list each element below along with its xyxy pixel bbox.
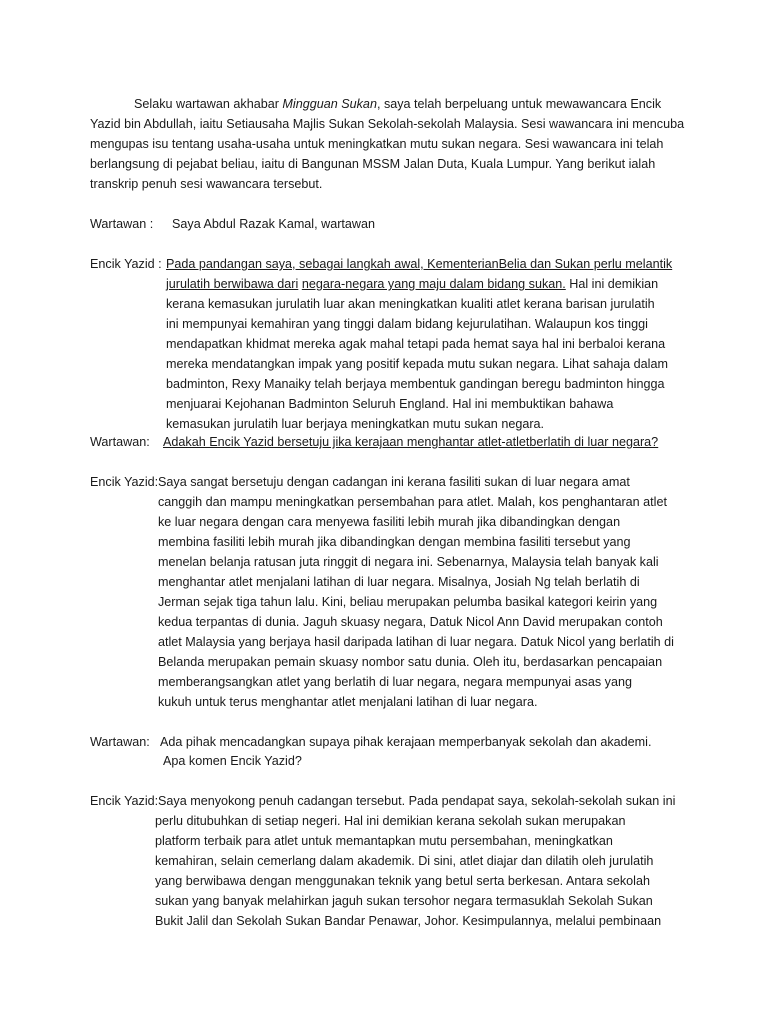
yazid-2-line-3: ke luar negara dengan cara menyewa fasiliti lebih murah jika dibandingkan dengan [158,515,621,529]
yazid-1-line-1: Pada pandangan saya, sebagai langkah awal, KementerianBelia dan Sukan perlu melantik [166,257,673,271]
yazid-3-line-1: Saya menyokong penuh cadangan tersebut. Pada pendapat saya, sekolah-sekolah sukan ini [158,794,676,808]
yazid-1-line-2 [166,276,658,292]
yazid-2-line-5: menelan belanja ratusan juta ringgit di negara ini. Sebenarnya, Malaysia telah banyak kali [158,555,659,569]
yazid-2-line-2: canggih dan mampu meningkatkan persembahan para atlet. Malah, kos penghantaran atlet [158,495,667,509]
yazid-2-line-11: memberangsangkan atlet yang berlatih di luar negara, negara mempunyai asas yang [158,675,632,689]
speaker-yazid-1: Encik Yazid : [90,257,162,271]
intro-line-5: transkrip penuh sesi wawancara tersebut. [90,177,323,191]
speaker-yazid-2: Encik Yazid: [90,475,159,489]
yazid-1-line-3: kerana kemasukan jurulatih luar akan meningkatkan kualiti atlet kerana barisan jurulatih [166,297,655,311]
intro-line-1 [134,96,661,112]
wartawan-3-line-2: Apa komen Encik Yazid? [163,754,302,768]
yazid-1-line-6: mereka mendatangkan impak yang positif kepada mutu sukan negara. Lihat sahaja dalam [166,357,668,371]
yazid-1-line-8: menjuarai Kejohanan Badminton Seluruh England. Hal ini membuktikan bahawa [166,397,614,411]
speaker-wartawan-1: Wartawan : [90,217,154,231]
yazid-3-line-7: Bukit Jalil dan Sekolah Sukan Bandar Penawar, Johor. Kesimpulannya, melalui pembinaan [155,914,662,928]
yazid-1-line-2-underline-b: negara-negara yang maju dalam bidang sukan. [301,277,566,291]
intro-line-1-b: , saya telah berpeluang untuk mewawancara Encik [376,97,662,111]
yazid-3-line-2: perlu ditubuhkan di setiap negeri. Hal ini demikian kerana sekolah sukan merupakan [155,814,626,828]
intro-line-1-a: Selaku wartawan akhabar [134,97,283,111]
intro-line-4: berlangsung di pejabat beliau, iaitu di Bangunan MSSM Jalan Duta, Kuala Lumpur. Yang berikut ialah [90,157,656,171]
yazid-2-line-9: atlet Malaysia yang berjaya hasil daripada latihan di luar negara. Datuk Nicol yang berlatih di [158,635,674,649]
wartawan-intro-text: Saya Abdul Razak Kamal, wartawan [172,217,376,231]
yazid-2-line-1: Saya sangat bersetuju dengan cadangan ini kerana fasiliti sukan di luar negara amat [158,475,630,489]
yazid-1-line-2-rest: Hal ini demikian [565,277,659,291]
yazid-1-line-7: badminton, Rexy Manaiky telah berjaya membentuk gandingan beregu badminton hingga [166,377,665,391]
yazid-2-line-4: membina fasiliti lebih murah jika dibandingkan dengan membina fasiliti tersebut yang [158,535,631,549]
yazid-3-line-6: sukan yang banyak melahirkan jaguh sukan tersohor negara termasuklah Sekolah Sukan [155,894,653,908]
yazid-1-line-9: kemasukan jurulatih luar berjaya meningkatkan mutu sukan negara. [166,417,545,431]
intro-line-2: Yazid bin Abdullah, iaitu Setiausaha Majlis Sukan Sekolah-sekolah Malaysia. Sesi wawancara ini mencuba [90,117,685,131]
intro-line-3: mengupas isu tentang usaha-usaha untuk meningkatkan mutu sukan negara. Sesi wawancara ini telah [90,137,664,151]
speaker-yazid-3: Encik Yazid: [90,794,159,808]
yazid-1-line-5: mendapatkan khidmat mereka agak mahal tetapi pada hemat saya hal ini berbaloi kerana [166,337,666,351]
yazid-2-line-10: Belanda merupakan pemain skuasy nombor satu dunia. Oleh itu, berdasarkan pencapaian [158,655,663,669]
yazid-3-line-5: yang berwibawa dengan menggunakan teknik yang betul serta berkesan. Antara sekolah [155,874,650,888]
yazid-2-line-6: menghantar atlet menjalani latihan di luar negara. Misalnya, Josiah Ng telah berlatih di [158,575,640,589]
newspaper-name: Mingguan Sukan [282,97,377,111]
yazid-2-line-8: kedua terpantas di dunia. Jaguh skuasy negara, Datuk Nicol Ann David merupakan contoh [158,615,663,629]
yazid-1-line-2-underline-a: jurulatih berwibawa dari [166,277,299,291]
yazid-3-line-3: platform terbaik para atlet untuk memantapkan mutu persembahan, meningkatkan [155,834,613,848]
yazid-2-line-7: Jerman sejak tiga tahun lalu. Kini, beliau merupakan pelumba basikal kategori keirin yang [158,595,658,609]
speaker-wartawan-3: Wartawan: [90,735,150,749]
yazid-1-line-4: ini mempunyai kemahiran yang tinggi dalam bidang kejurulatihan. Walaupun kos tinggi [166,317,648,331]
yazid-2-line-12: kukuh untuk terus menghantar atlet menjalani latihan di luar negara. [158,695,538,709]
yazid-3-line-4: kemahiran, selain cemerlang dalam akademik. Di sini, atlet diajar dan dilatih oleh jurulatih [155,854,654,868]
wartawan-2-question: Adakah Encik Yazid bersetuju jika kerajaan menghantar atlet-atletberlatih di luar negara? [163,435,659,449]
wartawan-3-line-1: Ada pihak mencadangkan supaya pihak kerajaan memperbanyak sekolah dan akademi. [160,735,652,749]
speaker-wartawan-2: Wartawan: [90,435,150,449]
